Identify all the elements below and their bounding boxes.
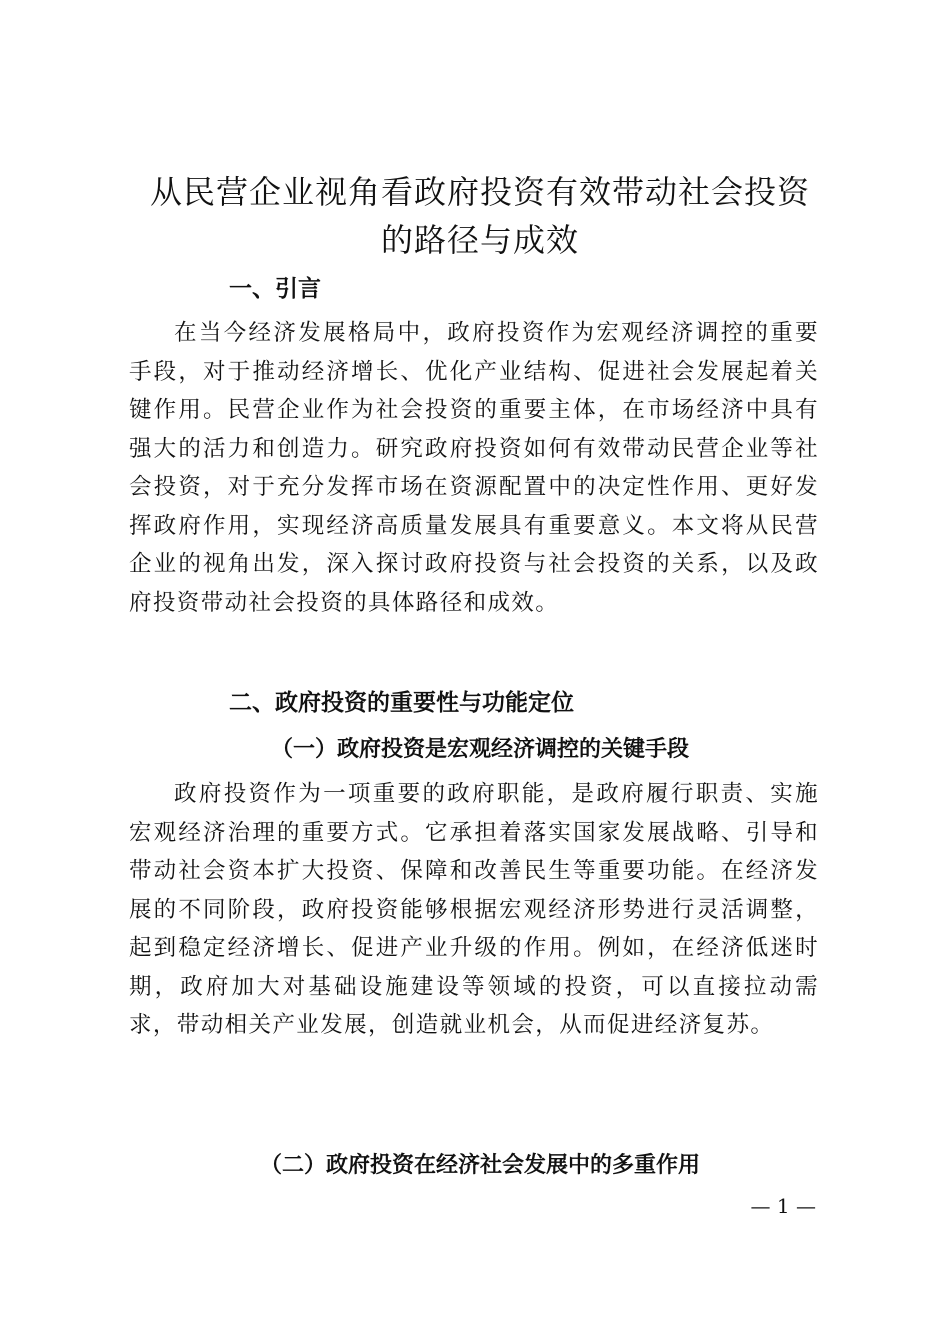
title-line-1: 从民营企业视角看政府投资有效带动社会投资	[149, 173, 810, 211]
document-title	[110, 168, 850, 264]
section-heading-importance: 二、政府投资的重要性与功能定位	[229, 690, 574, 716]
page-number: — 1 —	[750, 1194, 816, 1218]
introduction-paragraph: 在当今经济发展格局中，政府投资作为宏观经济调控的重要手段，对于推动经济增长、优化产业结构、促进社会发展起着关键作用。民营企业作为社会投资的重要主体，在市场经济中具有强大的活力和创造力。研究政府投资如何有效带动民营企业等社会投资，对于充分发挥市场在资源配置中的决定性作用、更好发挥政府作用，实现经济高质量发展具有重要意义。本文将从民营企业的视角出发，深入探讨政府投资与社会投资的关系，以及政府投资带动社会投资的具体路径和成效。	[129, 320, 819, 616]
subsection-heading-2: （二）政府投资在经济社会发展中的多重作用	[259, 1152, 700, 1178]
subsection-1-paragraph: 政府投资作为一项重要的政府职能，是政府履行职责、实施宏观经济治理的重要方式。它承担着落实国家发展战略、引导和带动社会资本扩大投资、保障和改善民生等重要功能。在经济发展的不同阶段，政府投资能够根据宏观经济形势进行灵活调整，起到稳定经济增长、促进产业升级的作用。例如，在经济低迷时期，政府加大对基础设施建设等领域的投资，可以直接拉动需求，带动相关产业发展，创造就业机会，从而促进经济复苏。	[129, 781, 819, 1038]
section-heading-introduction: 一、引言	[229, 276, 321, 302]
title-line-2: 的路径与成效	[380, 221, 579, 259]
subsection-heading-1: （一）政府投资是宏观经济调控的关键手段	[270, 736, 689, 762]
